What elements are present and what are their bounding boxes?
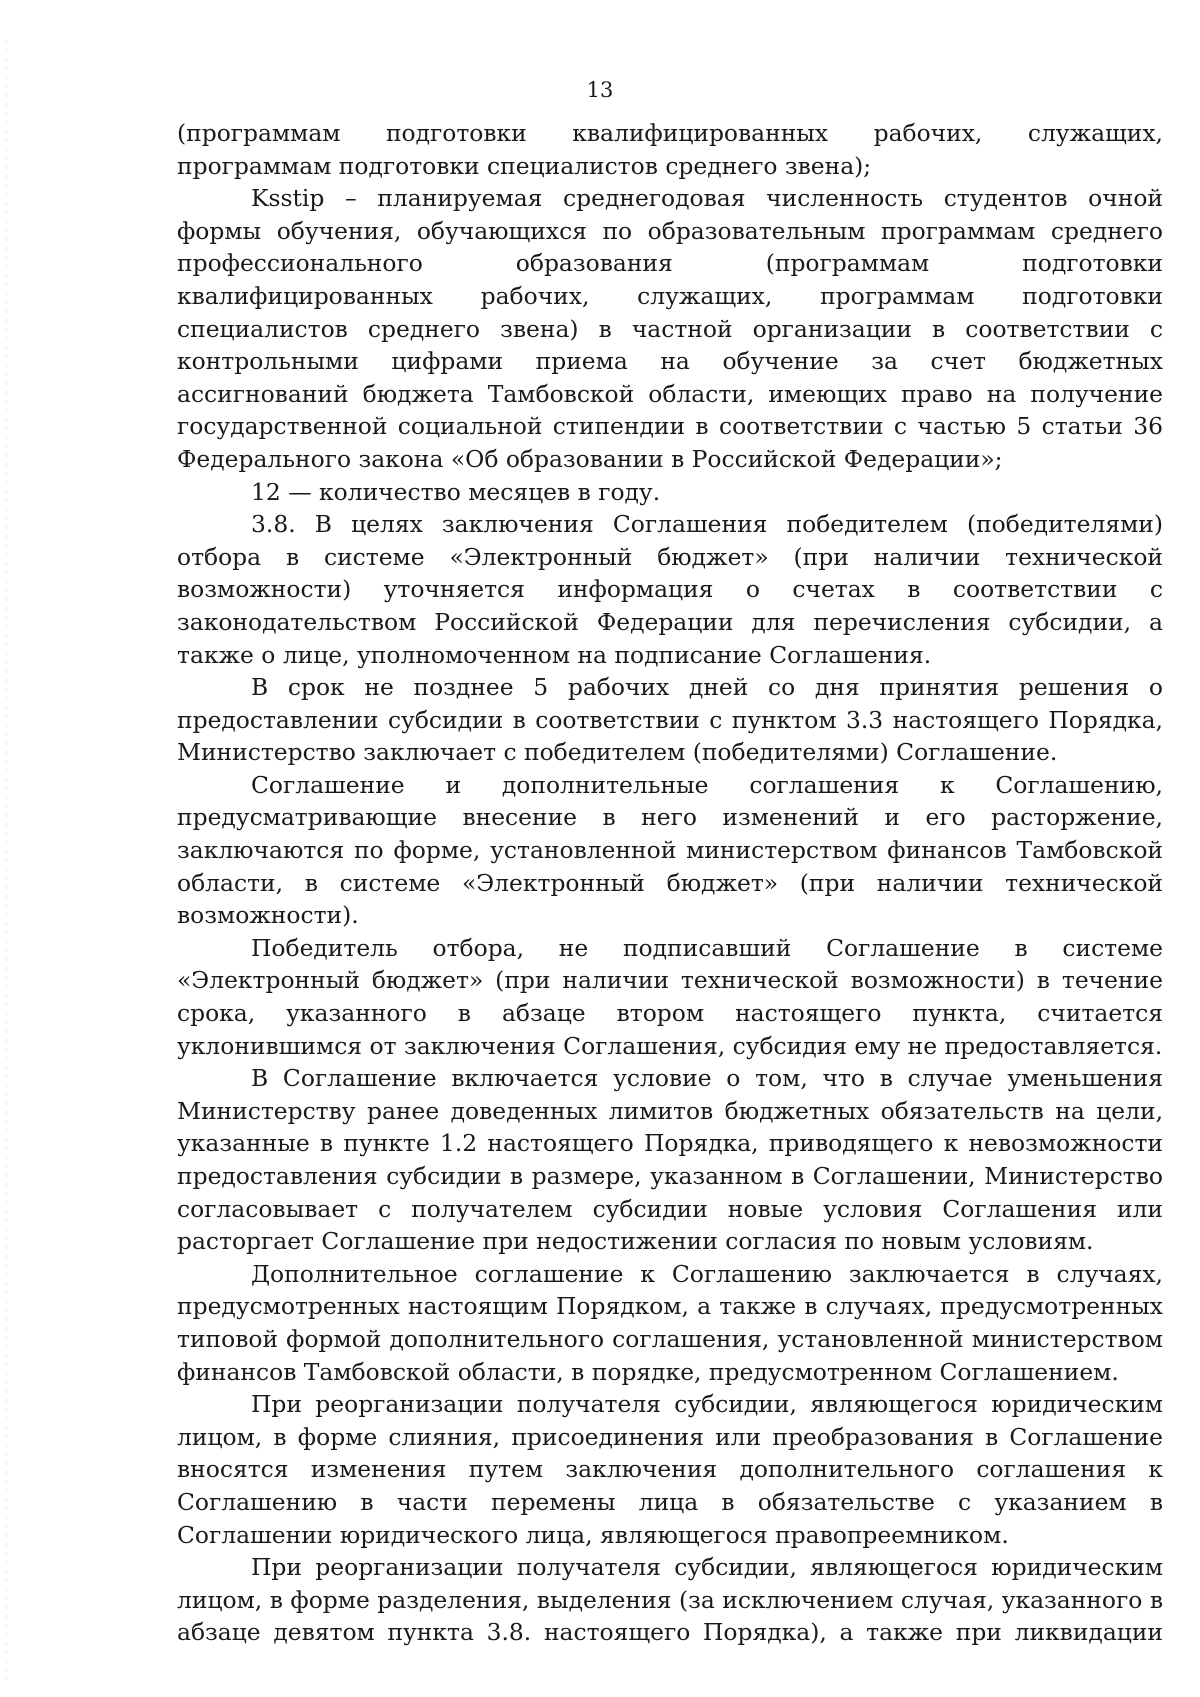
paragraph-reorganization-division: При реорганизации получателя субсидии, являющегося юридическим лицом, в форме разделения, выделения (за исключением случая, указанного в абзаце девятом пункта 3.8. настоящего Порядка), а также при ликвидации [177,1553,1163,1647]
paragraph-agreement-deadline: В срок не позднее 5 рабочих дней со дня принятия решения о предоставлении субсидии в соответствии с пунктом 3.3 настоящего Порядка, Министерство заключает с победителем (победителями) Соглашение. [177,673,1163,767]
paragraph-months-definition: 12 — количество месяцев в году. [251,477,661,506]
scan-edge-artifact [6,40,7,1680]
document-body [177,117,1163,1649]
paragraph-agreement-form: Соглашение и дополнительные соглашения к Соглашению, предусматривающие внесение в него изменений и его расторжение, заключаются по форме, установленной министерством финансов Тамбовской области, в системе «Электронный бюджет» (при наличии технической возможности). [177,770,1163,930]
page-number: 13 [586,78,614,102]
paragraph-section-3-8: 3.8. В целях заключения Соглашения победителем (победителями) отбора в системе «Электронный бюджет» (при наличии технической возможности) уточняется информация о счетах в соответствии с законодательством Российской Федерации для перечисления субсидии, а также о лице, уполномоченном на подписание Соглашения. [177,510,1163,669]
paragraph-additional-agreement: Дополнительное соглашение к Соглашению заключается в случаях, предусмотренных настоящим Порядком, а также в случаях, предусмотренных типовой формой дополнительного соглашения, установленной министерством финансов Тамбовской области, в порядке, предусмотренном Соглашением. [177,1259,1163,1386]
paragraph-reorganization-merger: При реорганизации получателя субсидии, являющегося юридическим лицом, в форме слияния, присоединения или преобразования в Соглашение вносятся изменения путем заключения дополнительного соглашения к Соглашению в части перемены лица в обязательстве с указанием в Соглашении юридического лица, являющегося правопреемником. [177,1390,1163,1549]
paragraph-ksstip-definition: Ksstip – планируемая среднегодовая численность студентов очной формы обучения, обучающихся по образовательным программам среднего профессионального образования (программам подготовки квалифицированных рабочих, служащих, программам подготовки специалистов среднего звена) в частной организации в соответствии с контрольными цифрами приема на обучение за счет бюджетных ассигнований бюджета Тамбовской области, имеющих право на получение государственной социальной стипендии в соответствии с частью 5 статьи 36 Федерального закона «Об образовании в Российской Федерации»; [177,184,1163,473]
paragraph-continuation: (программам подготовки квалифицированных рабочих, служащих, программам подготовки специалистов среднего звена); [177,119,1163,180]
paragraph-winner-refusal: Победитель отбора, не подписавший Соглашение в системе «Электронный бюджет» (при наличии технической возможности) в течение срока, указанного в абзаце втором настоящего пункта, считается уклонившимся от заключения Соглашения, субсидия ему не предоставляется. [177,933,1163,1060]
paragraph-limits-reduction: В Соглашение включается условие о том, что в случае уменьшения Министерству ранее доведенных лимитов бюджетных обязательств на цели, указанные в пункте 1.2 настоящего Порядка, приводящего к невозможности предоставления субсидии в размере, указанном в Соглашении, Министерство согласовывает с получателем субсидии новые условия Соглашения или расторгает Соглашение при недостижении согласия по новым условиям. [177,1064,1163,1256]
